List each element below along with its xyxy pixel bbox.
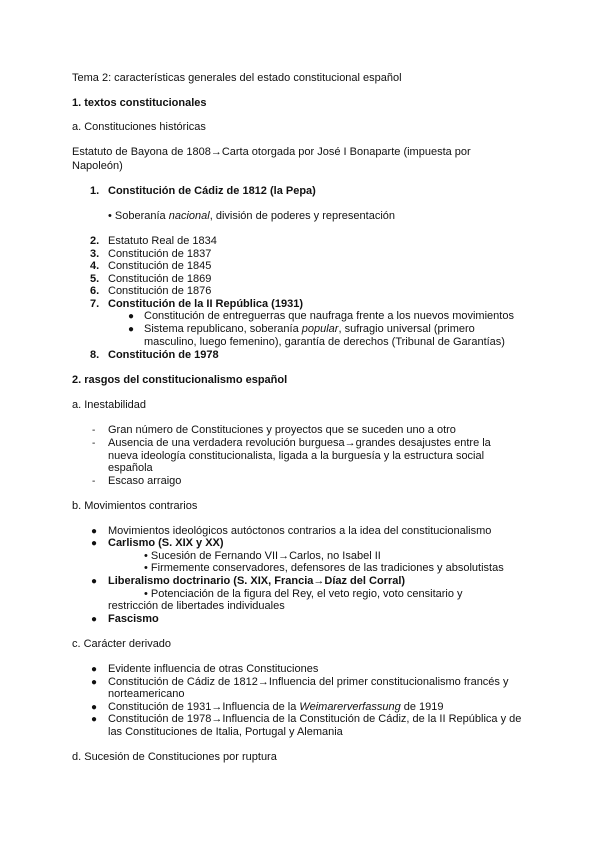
bullet-icon: ● xyxy=(91,664,98,675)
subsection-b: b. Movimientos contrarios xyxy=(72,500,198,512)
list-number: 1. xyxy=(90,185,100,197)
dash-marker: - xyxy=(92,476,96,487)
bullet-icon: ● xyxy=(91,702,98,713)
list-item: Constitución de 1978 xyxy=(108,349,219,361)
bullet-icon: ● xyxy=(91,576,98,587)
list-item: Constitución de 1845 xyxy=(108,260,212,272)
sub-item: • Sucesión de Fernando VII→Carlos, no Isabel II xyxy=(144,550,381,562)
subsection-d: d. Sucesión de Constituciones por ruptura xyxy=(72,751,277,763)
list-number: 4. xyxy=(90,260,100,272)
list-item: Constitución de Cádiz de 1812 (la Pepa) xyxy=(108,185,316,197)
list-number: 2. xyxy=(90,235,100,247)
list-item: Ausencia de una verdadera revolución burguesa→grandes desajustes entre la xyxy=(108,437,491,449)
list-item: Constitución de 1837 xyxy=(108,248,212,260)
bayona-line: Napoleón) xyxy=(72,160,123,172)
list-item: Fascismo xyxy=(108,613,159,625)
bullet-icon: ● xyxy=(128,311,135,322)
subsection-a: a. Constituciones históricas xyxy=(72,121,206,133)
bayona-line: Estatuto de Bayona de 1808→Carta otorgada por José I Bonaparte (impuesta por xyxy=(72,146,471,158)
list-number: 6. xyxy=(90,285,100,297)
sub-item xyxy=(144,323,475,336)
section-1-heading: 1. textos constitucionales xyxy=(72,97,207,109)
bullet-icon: ● xyxy=(91,526,98,537)
list-number: 8. xyxy=(90,349,100,361)
list-item: española xyxy=(108,462,153,474)
list-item: Constitución de la II República (1931) xyxy=(108,298,303,310)
bullet-icon: ● xyxy=(91,677,98,688)
list-item: nueva ideología constitucionalista, ligada a la burguesía y la estructura social xyxy=(108,450,485,462)
doc-title: Tema 2: características generales del estado constitucional español xyxy=(72,72,402,84)
note-text: • Soberanía xyxy=(108,210,169,222)
list-item: Escaso arraigo xyxy=(108,475,182,487)
list-item: Estatuto Real de 1834 xyxy=(108,235,217,247)
item-text: , sufragio universal (primero xyxy=(338,323,475,335)
item-text: Sistema republicano, soberanía xyxy=(144,323,302,335)
list-number: 7. xyxy=(90,298,100,310)
cadiz-note xyxy=(108,210,395,223)
list-item: Constitución de 1869 xyxy=(108,273,212,285)
subsection-c: c. Carácter derivado xyxy=(72,638,172,650)
note-emphasis: nacional xyxy=(168,210,210,222)
note-text: , división de poderes y representación xyxy=(209,210,395,222)
list-item: Constitución de 1876 xyxy=(108,285,212,297)
sub-item: • Firmemente conservadores, defensores de las tradiciones y absolutistas xyxy=(144,562,504,574)
section-2-heading: 2. rasgos del constitucionalismo español xyxy=(72,374,288,386)
dash-marker: - xyxy=(92,425,96,436)
item-text: Constitución de 1931→Influencia de la xyxy=(108,701,300,713)
bullet-icon: ● xyxy=(91,538,98,549)
list-item: Evidente influencia de otras Constituciones xyxy=(108,663,319,675)
sub-item: restricción de libertades individuales xyxy=(108,600,285,612)
subsection-a: a. Inestabilidad xyxy=(72,399,146,411)
item-emphasis: popular xyxy=(301,323,339,335)
bullet-icon: ● xyxy=(128,324,135,335)
dash-marker: - xyxy=(92,438,96,449)
list-item: Constitución de 1978→Influencia de la Constitución de Cádiz, de la II República y de xyxy=(108,713,522,725)
list-item: Movimientos ideológicos autóctonos contrarios a la idea del constitucionalismo xyxy=(108,525,492,537)
sub-item: masculino, luego femenino), garantía de derechos (Tribunal de Garantías) xyxy=(144,336,505,348)
item-emphasis: Weimarerverfassung xyxy=(299,701,401,713)
list-item: Constitución de Cádiz de 1812→Influencia del primer constitucionalismo francés y xyxy=(108,676,509,688)
list-item: norteamericano xyxy=(108,688,185,700)
bullet-icon: ● xyxy=(91,614,98,625)
list-number: 5. xyxy=(90,273,100,285)
list-item: Carlismo (S. XIX y XX) xyxy=(108,537,224,549)
item-text: de 1919 xyxy=(400,701,444,713)
sub-item: Constitución de entreguerras que naufraga frente a los nuevos movimientos xyxy=(144,310,514,322)
sub-item: • Potenciación de la figura del Rey, el veto regio, voto censitario y xyxy=(144,588,463,600)
list-number: 3. xyxy=(90,248,100,260)
list-item: Liberalismo doctrinario (S. XIX, Francia→Díaz del Corral) xyxy=(108,575,406,587)
bullet-icon: ● xyxy=(91,714,98,725)
list-item: Gran número de Constituciones y proyectos que se suceden uno a otro xyxy=(108,424,456,436)
list-item: las Constituciones de Italia, Portugal y Alemania xyxy=(108,726,343,738)
